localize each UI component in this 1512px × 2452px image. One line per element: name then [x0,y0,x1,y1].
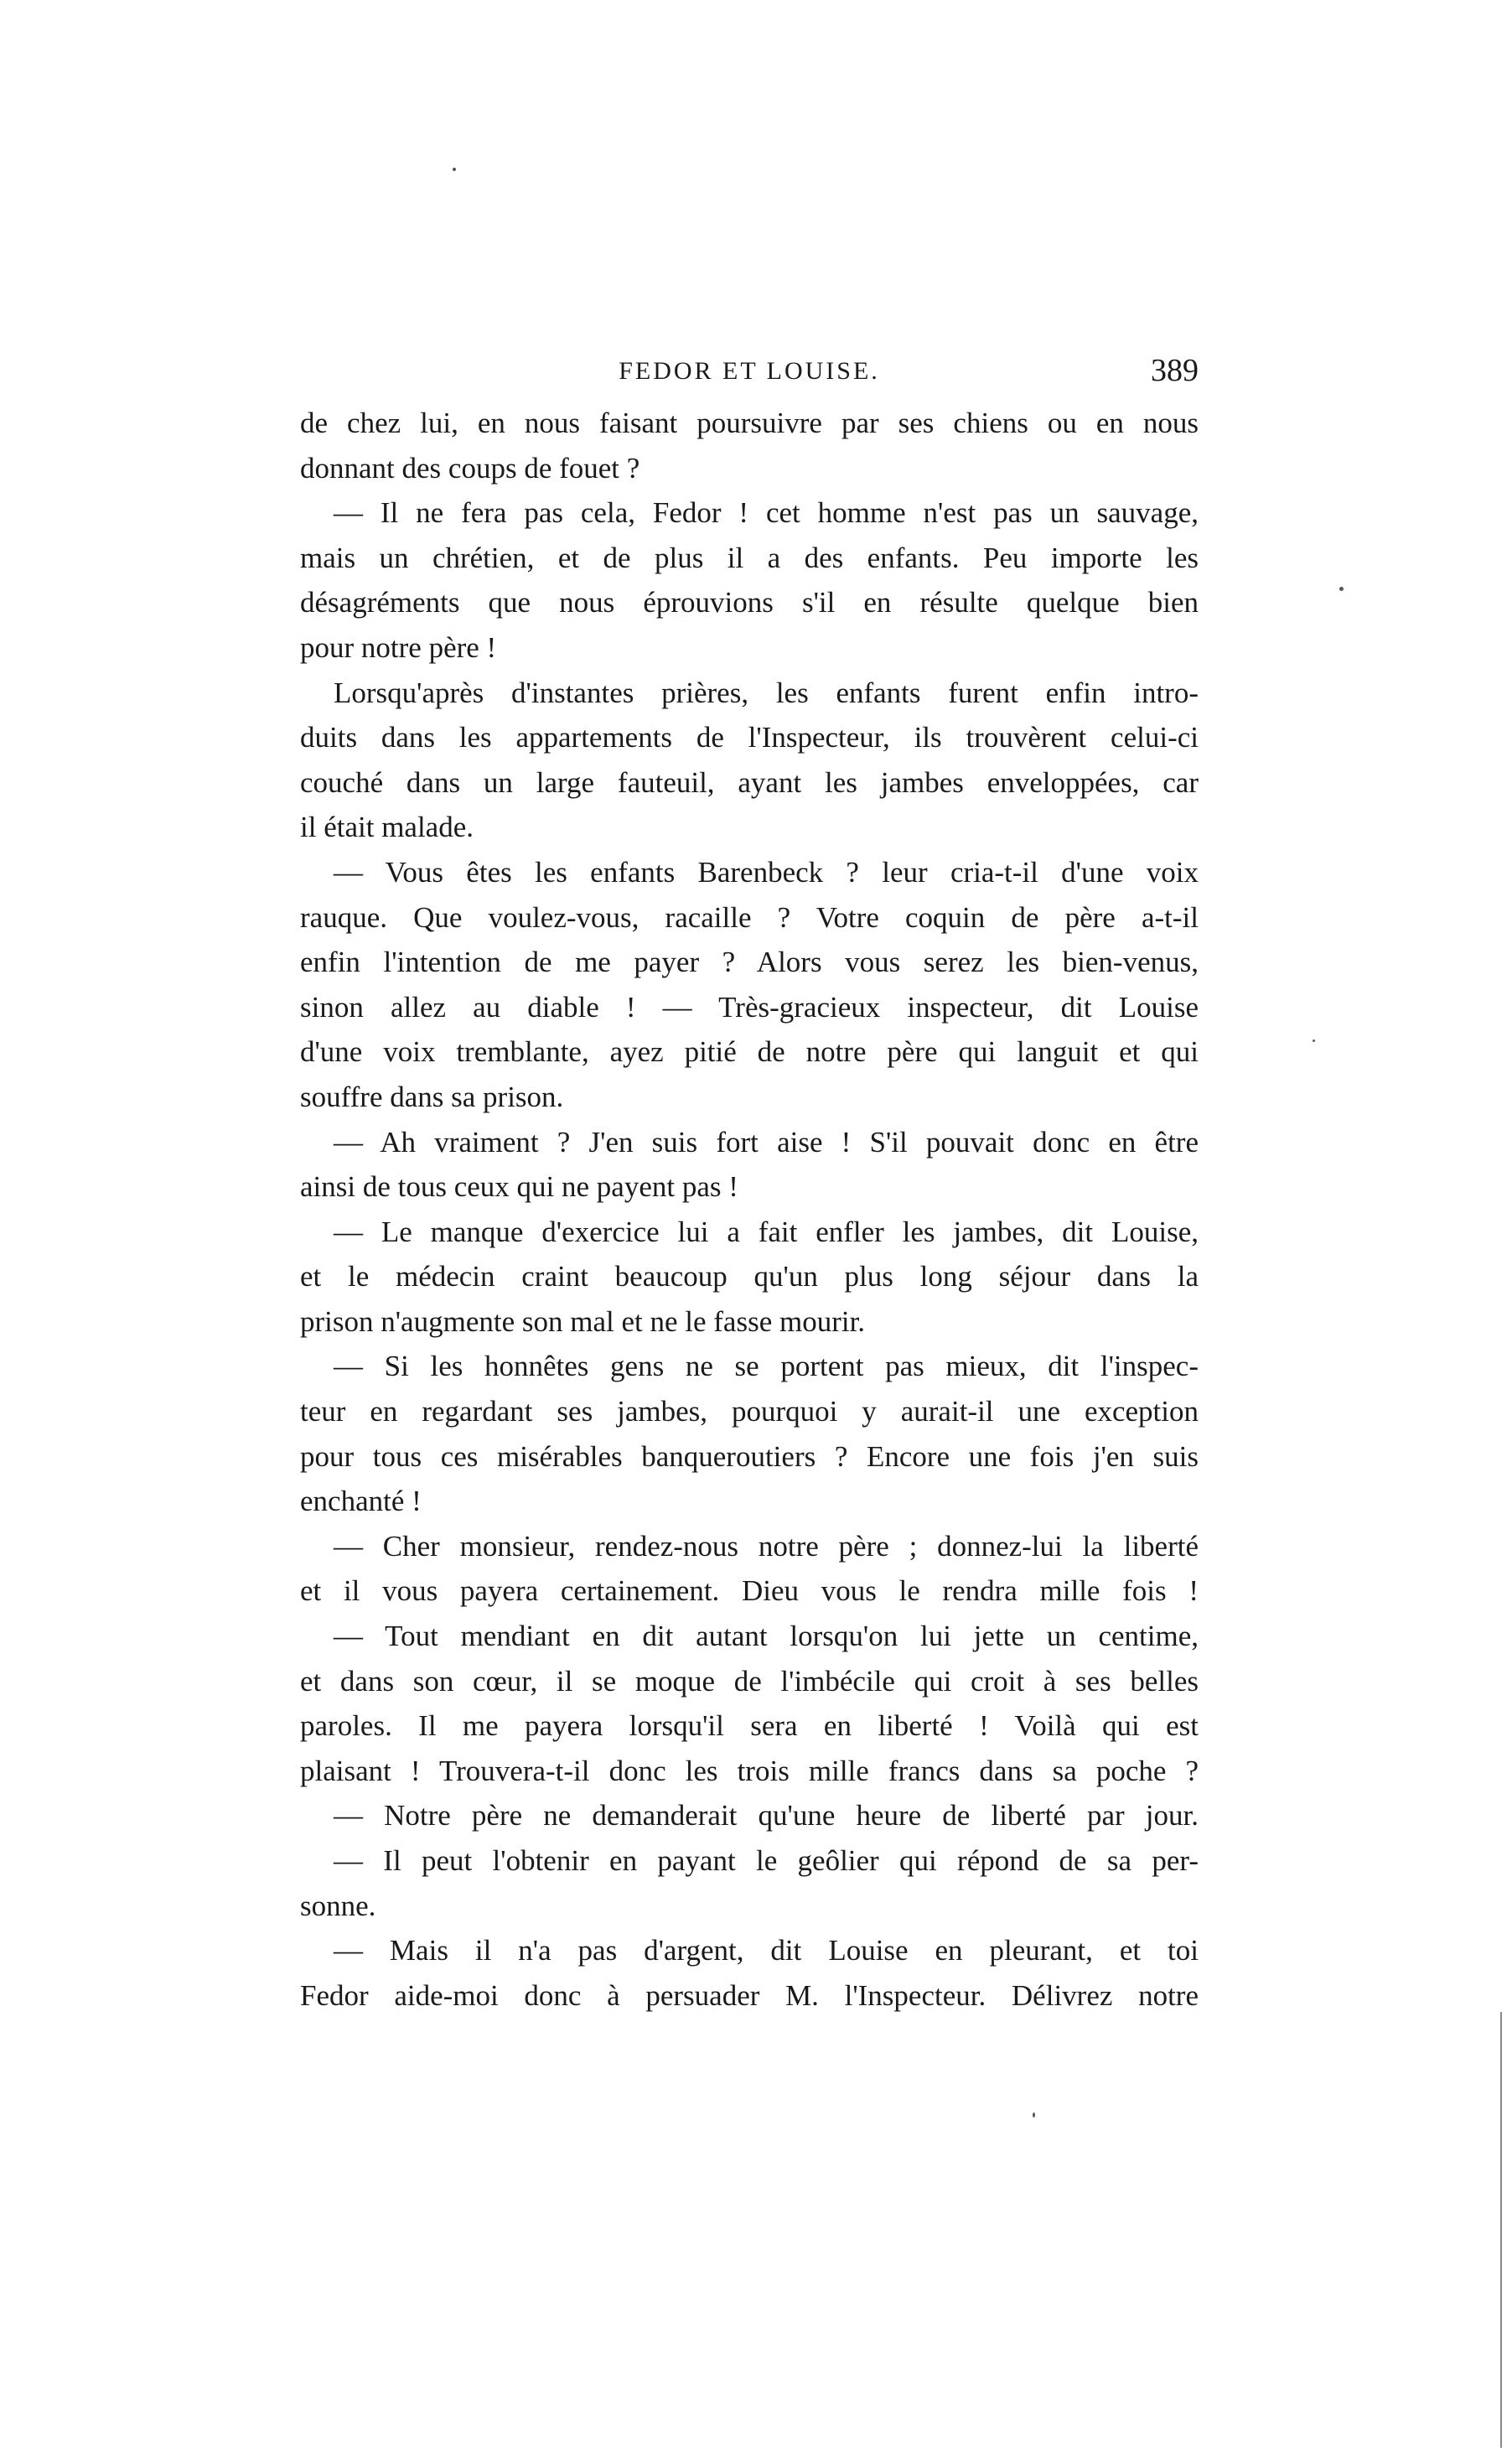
text-line: — Si les honnêtes gens ne se portent pas mieux, dit l'inspec- [334,1350,1199,1383]
scan-speck [1339,587,1344,591]
text-line: Fedor aide-moi donc à persuader M. l'Inspecteur. Délivrez notre [300,1978,1199,2012]
text-line: — Le manque d'exercice lui a fait enfler les jambes, dit Louise, [334,1215,1199,1248]
page-header [300,350,1199,401]
text-line: et il vous payera certainement. Dieu vous le rendra mille fois ! [300,1574,1199,1608]
text-line: prison n'augmente son mal et ne le fasse mourir. [300,1304,866,1338]
text-line: — Notre père ne demanderait qu'une heure de liberté par jour. [334,1799,1199,1833]
body-text [300,401,1199,2018]
text-line: — Tout mendiant en dit autant lorsqu'on lui jette un centime, [334,1620,1199,1653]
text-line: — Cher monsieur, rendez-nous notre père ; donnez-lui la liberté [334,1529,1199,1563]
text-line: — Vous êtes les enfants Barenbeck ? leur cria-t-il d'une voix [334,855,1199,889]
text-line: sinon allez au diable ! — Très-gracieux inspecteur, dit Louise [300,990,1199,1024]
text-line: — Il ne fera pas cela, Fedor ! cet homme n'est pas un sauvage, [334,496,1199,530]
text-line: paroles. Il me payera lorsqu'il sera en liberté ! Voilà qui est [300,1709,1199,1743]
text-line: enfin l'intention de me payer ? Alors vous serez les bien-venus, [300,946,1199,979]
text-line: donnant des coups de fouet ? [300,451,640,485]
scan-speck [1313,1039,1315,1042]
text-line: — Il peut l'obtenir en payant le geôlier qui répond de sa per- [334,1844,1199,1877]
text-line: pour notre père ! [300,630,497,664]
page-number: 389 [1151,353,1199,388]
scan-speck [1033,2112,1035,2118]
text-line: plaisant ! Trouvera-t-il donc les trois mille francs dans sa poche ? [300,1754,1199,1787]
text-line: et le médecin craint beaucoup qu'un plus long séjour dans la [300,1260,1199,1293]
text-line: — Mais il n'a pas d'argent, dit Louise en pleurant, et toi [334,1934,1199,1967]
text-line: duits dans les appartements de l'Inspecteur, ils trouvèrent celui-ci [300,721,1199,754]
text-line: il était malade. [300,811,474,844]
text-line: — Ah vraiment ? J'en suis fort aise ! S'il pouvait donc en être [334,1125,1199,1159]
text-line: souffre dans sa prison. [300,1080,564,1113]
scan-speck [453,168,456,171]
text-line: de chez lui, en nous faisant poursuivre par ses chiens ou en nous [300,407,1199,439]
scan-edge [1500,2012,1502,2448]
text-line: teur en regardant ses jambes, pourquoi y aurait-il une exception [300,1395,1199,1428]
text-line: mais un chrétien, et de plus il a des enfants. Peu importe les [300,541,1199,574]
text-line: désagréments que nous éprouvions s'il en résulte quelque bien [300,586,1199,619]
text-line: rauque. Que voulez-vous, racaille ? Votre coquin de père a-t-il [300,900,1199,934]
text-line: couché dans un large fauteuil, ayant les jambes enveloppées, car [300,765,1199,799]
text-line: ainsi de tous ceux qui ne payent pas ! [300,1170,738,1204]
running-title: FEDOR ET LOUISE. [619,357,880,385]
text-line: d'une voix tremblante, ayez pitié de notre père qui languit et qui [300,1035,1199,1069]
text-line: Lorsqu'après d'instantes prières, les enfants furent enfin intro- [334,676,1199,709]
text-line: pour tous ces misérables banqueroutiers ? Encore une fois j'en suis [300,1439,1199,1473]
text-line: sonne. [300,1889,376,1922]
text-line: et dans son cœur, il se moque de l'imbécile qui croit à ses belles [300,1664,1199,1698]
text-line: enchanté ! [300,1485,422,1518]
